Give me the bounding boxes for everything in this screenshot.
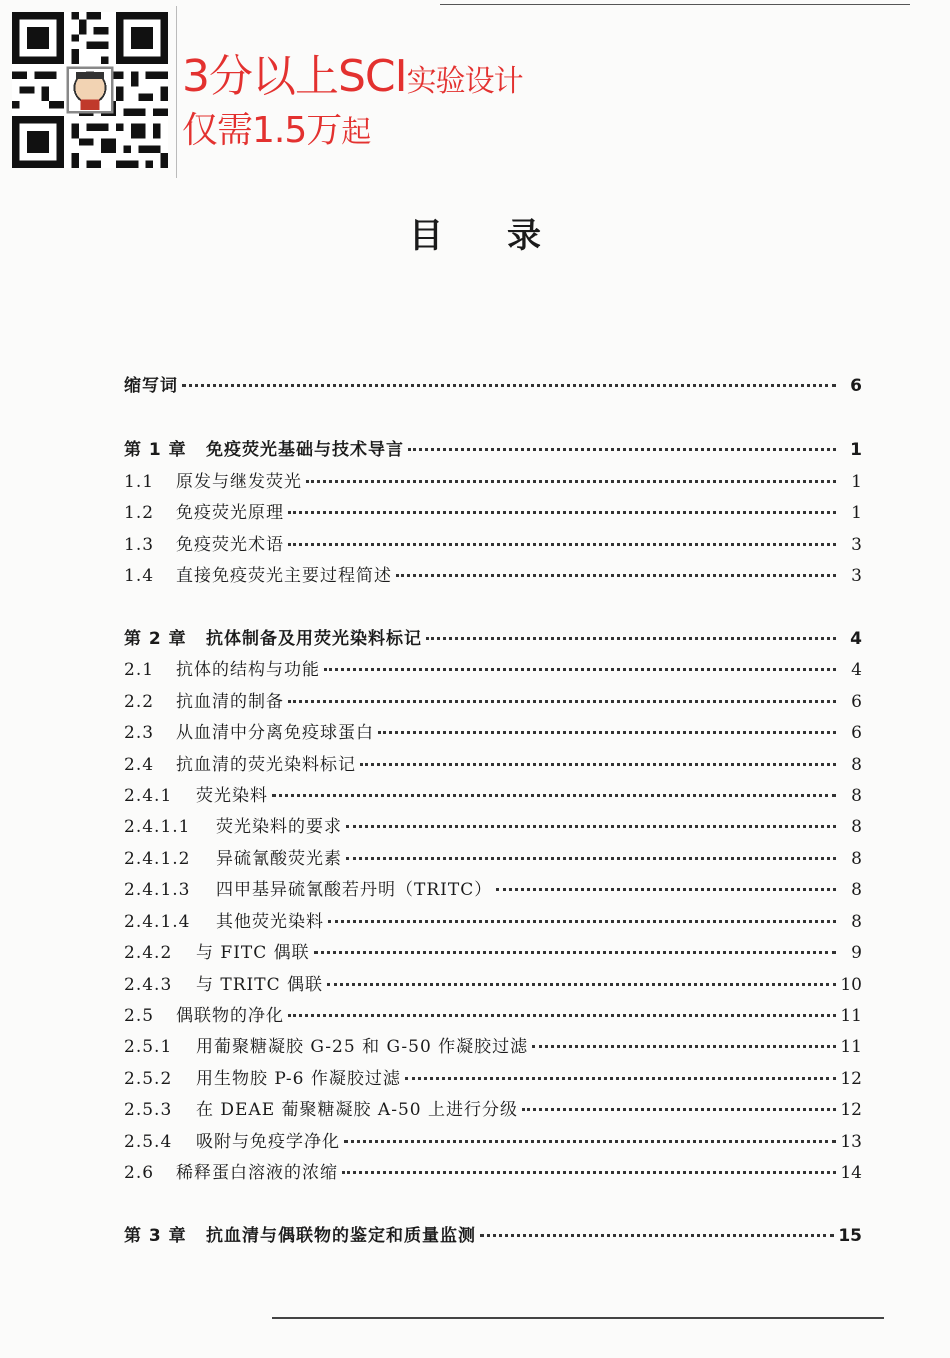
toc-entry-page: 6: [851, 723, 862, 743]
toc-leader-dots: [328, 902, 836, 923]
toc-entry[interactable]: [124, 811, 862, 837]
toc-entry-page: 3: [851, 535, 862, 555]
toc-leader-dots: [408, 430, 836, 451]
toc-leader-dots: [532, 1027, 836, 1048]
toc-entry-page: 1: [851, 503, 862, 523]
toc-entry-number: 2.4.1.3: [124, 880, 191, 900]
toc-entry-number: 第 2 章: [124, 629, 187, 649]
toc-entry-page: 11: [840, 1037, 862, 1057]
toc-entry-title: 荧光染料的要求: [216, 817, 342, 837]
toc-leader-dots: [480, 1216, 834, 1237]
promo-line-2: [182, 102, 370, 153]
toc-entry-page: 14: [840, 1163, 862, 1183]
toc-entry[interactable]: [124, 434, 862, 460]
toc-entry[interactable]: [124, 1220, 862, 1246]
toc-entry-number: 2.5.2: [124, 1069, 173, 1089]
toc-leader-dots: [360, 745, 836, 766]
toc-leader-dots: [396, 556, 836, 577]
toc-entry[interactable]: [124, 560, 862, 586]
toc-leader-dots: [314, 933, 836, 954]
toc-entry-title: 从血清中分离免疫球蛋白: [176, 723, 374, 743]
toc-entry-page: 1: [851, 472, 862, 492]
toc-leader-dots: [344, 1122, 836, 1143]
toc-entry-title: 与 TRITC 偶联: [196, 975, 324, 995]
toc-entry-number: 2.4.1.1: [124, 817, 191, 837]
toc-entry[interactable]: [124, 874, 862, 900]
toc-entry-title: 抗体的结构与功能: [176, 660, 320, 680]
toc-entry-title: 荧光染料: [196, 786, 268, 806]
toc-entry-page: 8: [851, 817, 862, 837]
toc-entry-number: 1.3: [124, 535, 155, 555]
toc-entry-page: 10: [840, 975, 862, 995]
toc-entry-page: 8: [851, 849, 862, 869]
toc-entry-title: 用生物胶 P-6 作凝胶过滤: [196, 1069, 401, 1089]
toc-entry-page: 11: [840, 1006, 862, 1026]
toc-entry-number: 2.5.4: [124, 1132, 173, 1152]
toc-entry-title: 异硫氰酸荧光素: [216, 849, 342, 869]
toc-entry-number: 2.4.3: [124, 975, 173, 995]
qr-code-icon: [12, 12, 168, 168]
toc-leader-dots: [324, 650, 836, 671]
toc-leader-dots: [346, 839, 836, 860]
toc-entry-number: 2.4.2: [124, 943, 173, 963]
toc-leader-dots: [288, 682, 836, 703]
toc-entry[interactable]: [124, 717, 862, 743]
toc-entry-page: 13: [840, 1132, 862, 1152]
toc-leader-dots: [272, 776, 836, 797]
toc-entry-page: 15: [838, 1226, 862, 1246]
toc-entry[interactable]: [124, 937, 862, 963]
toc-entry-number: 2.6: [124, 1163, 155, 1183]
promo-line-1: [182, 40, 523, 104]
toc-entry-page: 4: [850, 629, 862, 649]
toc-entry-number: 第 3 章: [124, 1226, 187, 1246]
toc-leader-dots: [378, 713, 836, 734]
toc-entry-page: 12: [840, 1069, 862, 1089]
toc-entry[interactable]: [124, 1000, 862, 1026]
toc-entry-title: 抗血清的制备: [176, 692, 284, 712]
promo-line-2-suffix: 起: [341, 115, 371, 150]
toc-entry-page: 8: [851, 880, 862, 900]
toc-entry[interactable]: [124, 780, 862, 806]
promo-line-1-suffix: 实验设计: [406, 64, 523, 99]
toc-entry-number: 2.1: [124, 660, 155, 680]
toc-entry-number: 1.4: [124, 566, 155, 586]
toc-entry-page: 8: [851, 912, 862, 932]
toc-leader-dots: [327, 965, 836, 986]
toc-entry-page: 1: [850, 440, 862, 460]
toc-entry-page: 12: [840, 1100, 862, 1120]
toc-entry[interactable]: [124, 843, 862, 869]
toc-leader-dots: [182, 366, 836, 387]
toc-entry-page: 6: [851, 692, 862, 712]
toc-entry-page: 8: [851, 755, 862, 775]
toc-entry-page: 8: [851, 786, 862, 806]
toc-entry[interactable]: [124, 623, 862, 649]
toc-entry-title: 偶联物的净化: [176, 1006, 284, 1026]
toc-entry-title: 抗血清的荧光染料标记: [176, 755, 356, 775]
promo-line-1-main: 3分以上SCI: [182, 51, 407, 102]
toc-leader-dots: [342, 1153, 836, 1174]
toc-entry[interactable]: [124, 370, 862, 396]
toc-entry[interactable]: [124, 969, 862, 995]
toc-leader-dots: [306, 462, 836, 483]
toc-leader-dots: [288, 996, 836, 1017]
toc-entry[interactable]: [124, 1094, 862, 1120]
toc-entry[interactable]: [124, 654, 862, 680]
toc-entry-title: 抗血清与偶联物的鉴定和质量监测: [206, 1226, 476, 1246]
toc-entry-title: 抗体制备及用荧光染料标记: [206, 629, 422, 649]
toc-leader-dots: [496, 870, 836, 891]
toc-entry-title: 其他荧光染料: [216, 912, 324, 932]
toc-entry-number: 2.4.1: [124, 786, 173, 806]
toc-entry-title: 用葡聚糖凝胶 G-25 和 G-50 作凝胶过滤: [196, 1037, 529, 1057]
toc-entry-title: 免疫荧光原理: [176, 503, 284, 523]
bottom-rule: [272, 1317, 884, 1319]
toc-leader-dots: [405, 1059, 836, 1080]
toc-entry-page: 3: [851, 566, 862, 586]
toc-entry-number: 2.5: [124, 1006, 155, 1026]
toc-entry-number: 2.3: [124, 723, 155, 743]
banner-divider: [176, 6, 177, 178]
toc-entry[interactable]: [124, 466, 862, 492]
toc-entry-number: 2.4.1.2: [124, 849, 191, 869]
toc-entry[interactable]: [124, 749, 862, 775]
toc-entry-number: 1.1: [124, 472, 155, 492]
toc-entry-number: 1.2: [124, 503, 155, 523]
toc-leader-dots: [288, 525, 836, 546]
page-title: 目录: [409, 216, 605, 256]
toc-entry-title: 在 DEAE 葡聚糖凝胶 A-50 上进行分级: [196, 1100, 518, 1120]
toc-entry-title: 四甲基异硫氰酸若丹明（TRITC）: [216, 880, 493, 900]
toc-entry[interactable]: [124, 686, 862, 712]
toc-entry[interactable]: [124, 1031, 862, 1057]
toc-entry-page: 4: [851, 660, 862, 680]
toc-entry-title: 直接免疫荧光主要过程简述: [176, 566, 392, 586]
toc-leader-dots: [288, 493, 836, 514]
toc-entry-title: 缩写词: [124, 376, 178, 396]
toc-entry[interactable]: [124, 529, 862, 555]
promo-line-2-main: 仅需1.5万: [182, 110, 342, 151]
toc-entry-page: 6: [850, 376, 862, 396]
toc-entry-number: 2.5.1: [124, 1037, 173, 1057]
toc-entry-number: 2.4.1.4: [124, 912, 191, 932]
toc-leader-dots: [522, 1090, 836, 1111]
toc-entry-title: 免疫荧光术语: [176, 535, 284, 555]
toc-entry-title: 免疫荧光基础与技术导言: [206, 440, 404, 460]
toc-entry-number: 2.2: [124, 692, 155, 712]
toc-entry[interactable]: [124, 497, 862, 523]
toc-entry-number: 第 1 章: [124, 440, 187, 460]
toc-entry-number: 2.5.3: [124, 1100, 173, 1120]
top-rule: [440, 4, 910, 5]
toc-entry-title: 与 FITC 偶联: [196, 943, 310, 963]
toc-leader-dots: [426, 619, 836, 640]
toc-entry-title: 原发与继发荧光: [176, 472, 302, 492]
toc-entry[interactable]: [124, 1157, 862, 1183]
toc-leader-dots: [346, 807, 836, 828]
toc-entry-page: 9: [851, 943, 862, 963]
toc-entry-title: 稀释蛋白溶液的浓缩: [176, 1163, 338, 1183]
toc-entry-title: 吸附与免疫学净化: [196, 1132, 340, 1152]
toc-entry[interactable]: [124, 1063, 862, 1089]
toc-entry-number: 2.4: [124, 755, 155, 775]
toc-entry[interactable]: [124, 1126, 862, 1152]
toc-entry[interactable]: [124, 906, 862, 932]
